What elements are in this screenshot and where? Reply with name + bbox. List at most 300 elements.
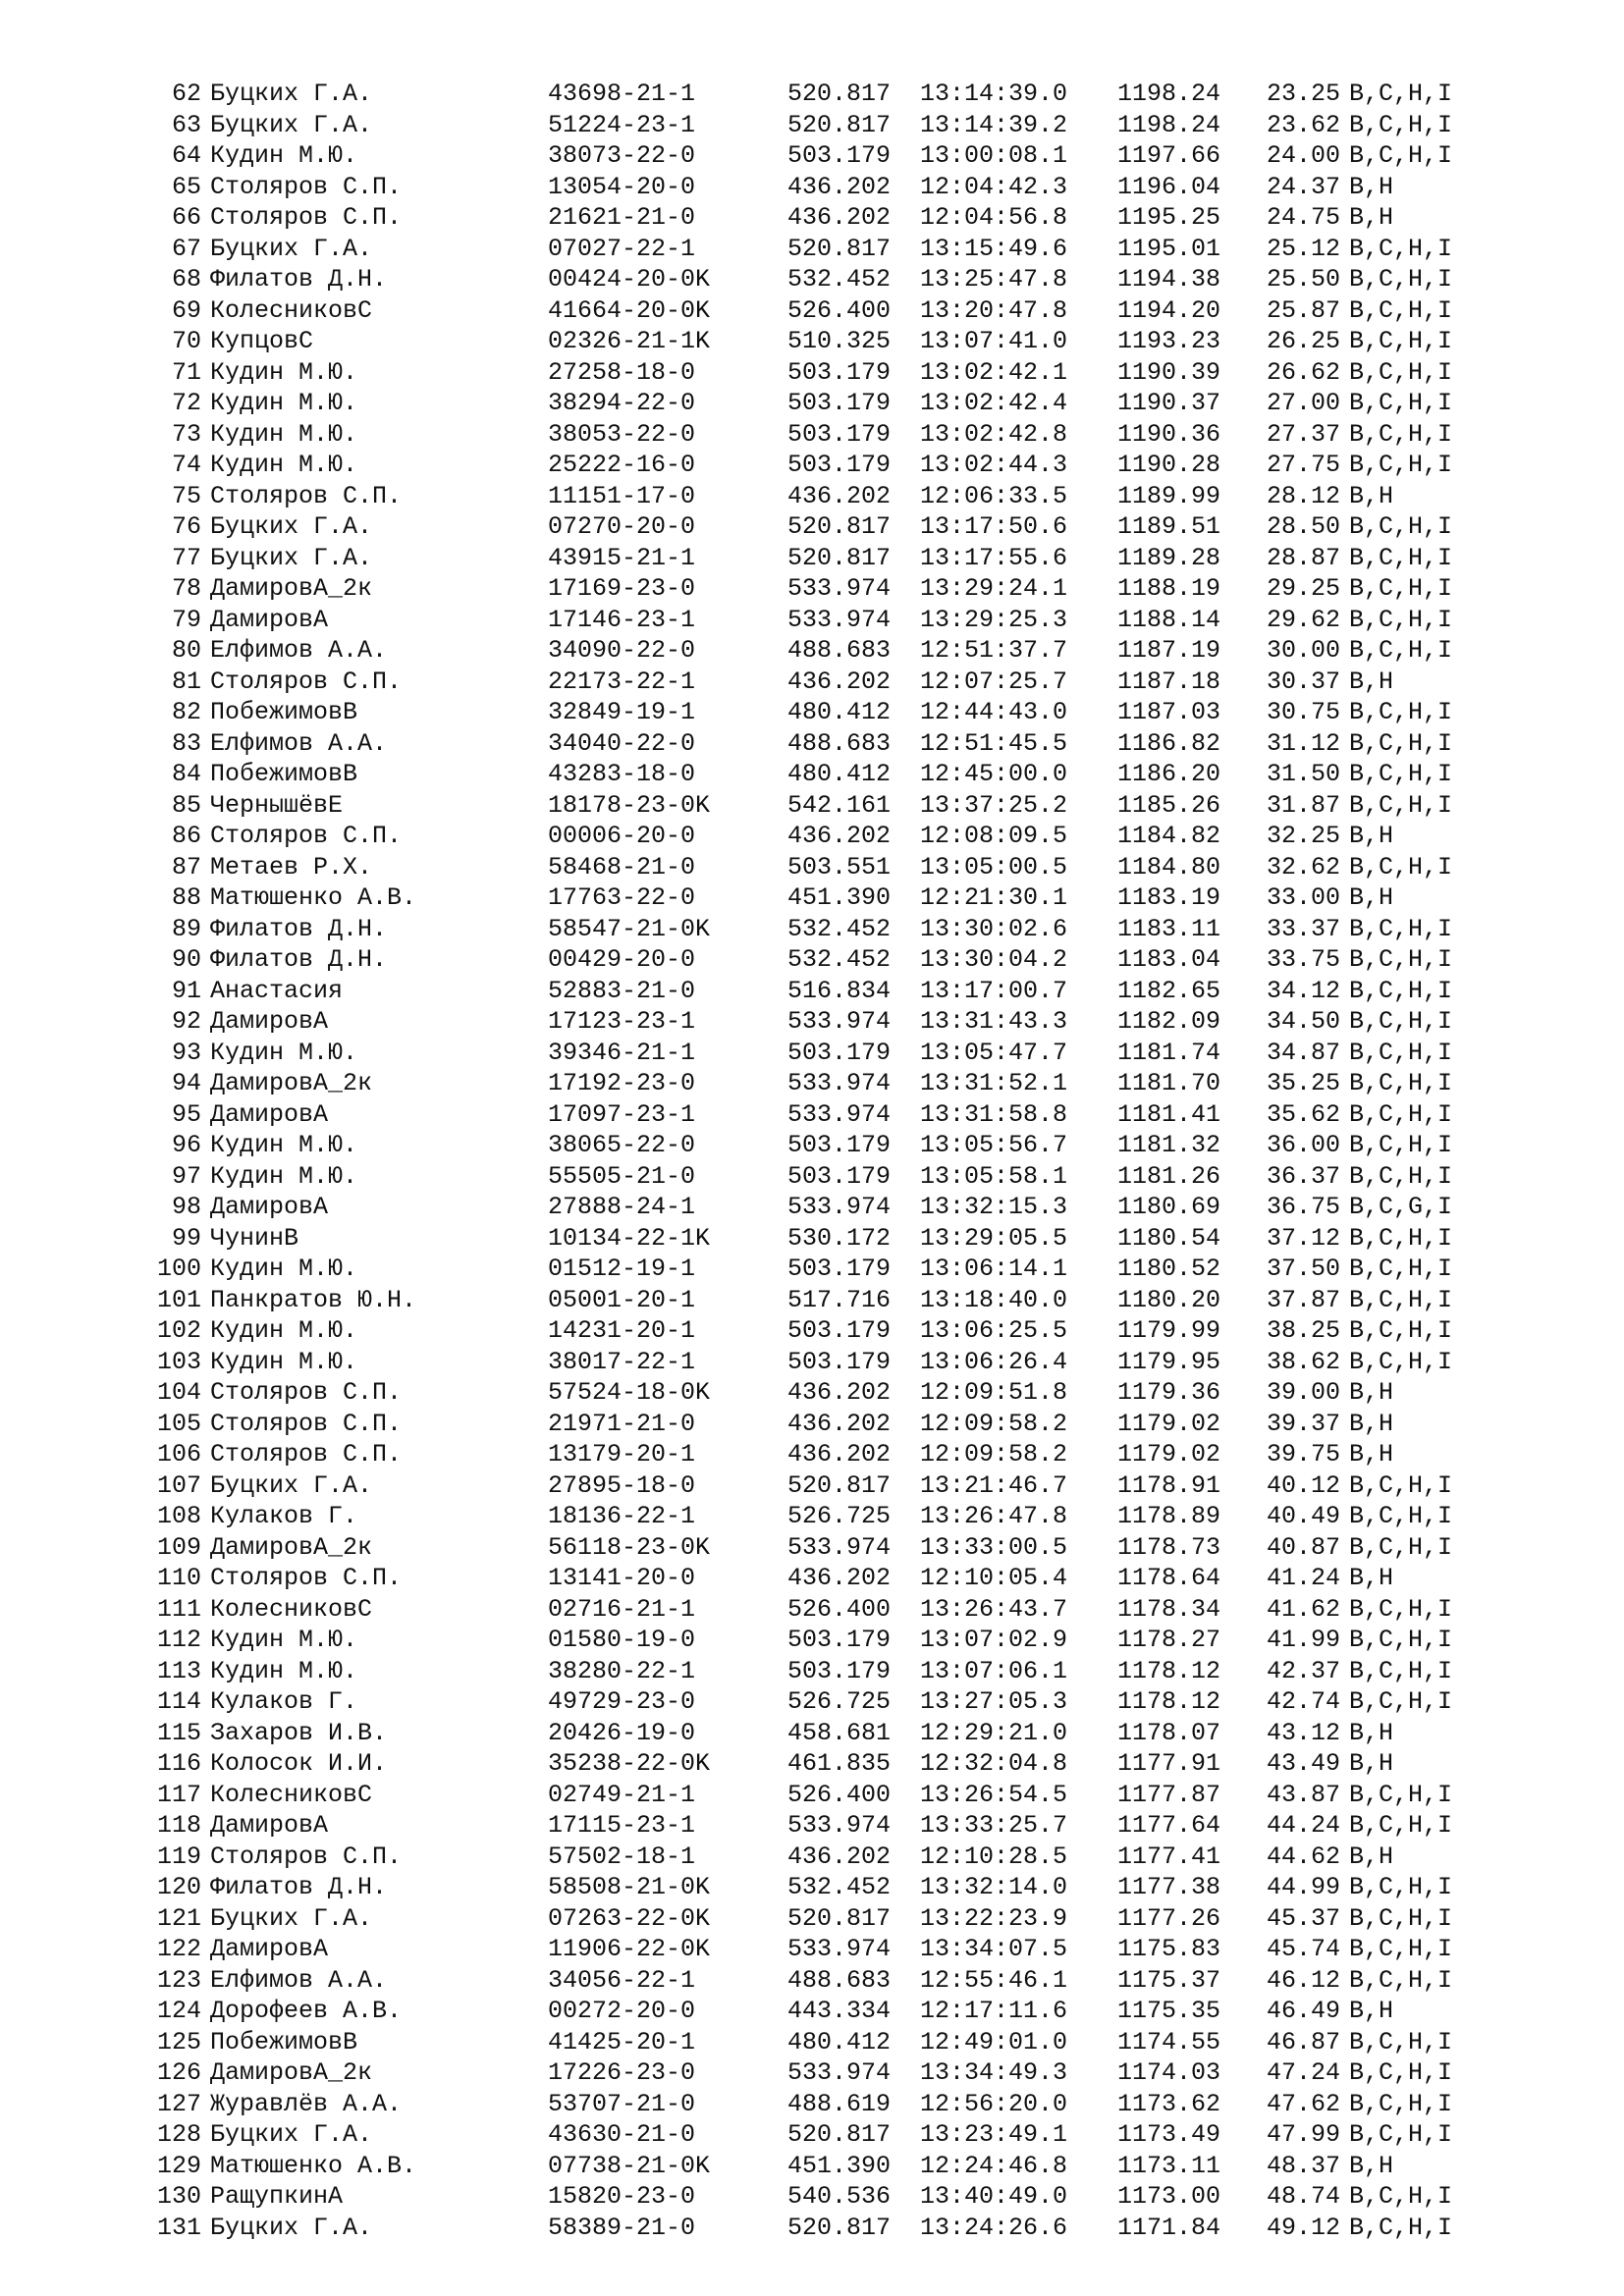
- cell-ring: 20426-19-0: [548, 1718, 696, 1747]
- cell-name: Столяров С.П.: [210, 1440, 403, 1468]
- cell-pts: 40.87: [1267, 1532, 1341, 1562]
- cell-pts: 44.62: [1267, 1842, 1341, 1871]
- table-row: [0, 1842, 1624, 1873]
- cell-dist: 503.179: [787, 1255, 892, 1283]
- cell-dist: 520.817: [787, 2120, 892, 2149]
- cell-ring: 38294-22-0: [548, 389, 696, 417]
- cell-dist: 461.835: [787, 1749, 892, 1778]
- cell-ring: 01580-19-0: [548, 1626, 696, 1654]
- cell-name: Буцких Г.А.: [210, 2120, 373, 2149]
- cell-pts: 46.87: [1267, 2027, 1341, 2056]
- cell-name: Филатов Д.Н.: [210, 265, 388, 294]
- cell-rank: 71: [171, 357, 201, 387]
- cell-flags: B,C,H,I: [1349, 1502, 1453, 1530]
- cell-speed: 1181.70: [1117, 1069, 1221, 1097]
- cell-dist: 526.400: [787, 1594, 892, 1624]
- cell-pts: 23.62: [1267, 110, 1341, 139]
- cell-rank: 130: [156, 2182, 201, 2211]
- cell-time: 12:10:28.5: [920, 1842, 1068, 1871]
- cell-speed: 1186.82: [1117, 728, 1221, 758]
- cell-name: Журавлёв А.А.: [210, 2089, 403, 2118]
- cell-speed: 1173.00: [1117, 2182, 1221, 2211]
- table-row: [0, 1996, 1624, 2027]
- cell-dist: 532.452: [787, 265, 892, 294]
- cell-rank: 84: [171, 760, 201, 788]
- cell-dist: 526.400: [787, 295, 892, 325]
- table-row: [0, 2151, 1624, 2182]
- cell-dist: 533.974: [787, 605, 892, 634]
- cell-speed: 1178.12: [1117, 1687, 1221, 1716]
- cell-flags: B,C,H,I: [1349, 1780, 1453, 1809]
- cell-dist: 458.681: [787, 1718, 892, 1747]
- table-row: [0, 728, 1624, 760]
- cell-time: 13:37:25.2: [920, 790, 1068, 820]
- cell-ring: 38017-22-1: [548, 1347, 696, 1376]
- cell-rank: 96: [171, 1131, 201, 1159]
- cell-name: Кудин М.Ю.: [210, 1131, 358, 1159]
- cell-time: 13:18:40.0: [920, 1285, 1068, 1314]
- cell-time: 13:31:43.3: [920, 1007, 1068, 1036]
- cell-flags: B,H: [1349, 1842, 1394, 1871]
- cell-speed: 1179.99: [1117, 1316, 1221, 1345]
- cell-ring: 00429-20-0: [548, 945, 696, 974]
- table-row: [0, 295, 1624, 327]
- cell-pts: 34.50: [1267, 1007, 1341, 1036]
- cell-time: 13:33:25.7: [920, 1811, 1068, 1840]
- cell-rank: 121: [156, 1903, 201, 1933]
- table-row: [0, 605, 1624, 636]
- cell-time: 12:29:21.0: [920, 1718, 1068, 1747]
- cell-ring: 43283-18-0: [548, 760, 696, 788]
- cell-speed: 1181.41: [1117, 1099, 1221, 1129]
- cell-flags: B,C,H,I: [1349, 2058, 1453, 2087]
- cell-speed: 1179.95: [1117, 1347, 1221, 1376]
- table-row: [0, 1347, 1624, 1378]
- cell-flags: B,C,H,I: [1349, 728, 1453, 758]
- cell-flags: B,C,H,I: [1349, 1873, 1453, 1901]
- cell-flags: B,C,H,I: [1349, 265, 1453, 294]
- cell-dist: 520.817: [787, 2213, 892, 2242]
- cell-dist: 503.179: [787, 1038, 892, 1067]
- cell-rank: 75: [171, 481, 201, 510]
- cell-dist: 436.202: [787, 481, 892, 510]
- cell-rank: 83: [171, 728, 201, 758]
- cell-speed: 1183.19: [1117, 883, 1221, 912]
- cell-pts: 34.12: [1267, 976, 1341, 1005]
- cell-rank: 117: [156, 1780, 201, 1809]
- cell-pts: 45.37: [1267, 1903, 1341, 1933]
- cell-flags: B,C,H,I: [1349, 636, 1453, 665]
- cell-time: 12:21:30.1: [920, 883, 1068, 912]
- cell-flags: B,C,H,I: [1349, 327, 1453, 355]
- cell-speed: 1173.62: [1117, 2089, 1221, 2118]
- cell-flags: B,C,H,I: [1349, 1223, 1453, 1253]
- cell-rank: 120: [156, 1873, 201, 1901]
- table-row: [0, 511, 1624, 543]
- cell-pts: 30.00: [1267, 636, 1341, 665]
- cell-rank: 85: [171, 790, 201, 820]
- cell-flags: B,H: [1349, 1718, 1394, 1747]
- cell-time: 12:09:58.2: [920, 1409, 1068, 1438]
- table-row: [0, 697, 1624, 728]
- cell-ring: 57524-18-0K: [548, 1378, 711, 1407]
- cell-rank: 66: [171, 203, 201, 232]
- cell-pts: 28.50: [1267, 512, 1341, 541]
- cell-dist: 503.179: [787, 141, 892, 170]
- cell-ring: 25222-16-0: [548, 451, 696, 479]
- cell-ring: 41425-20-1: [548, 2027, 696, 2056]
- cell-name: Столяров С.П.: [210, 1409, 403, 1438]
- table-row: [0, 2089, 1624, 2120]
- table-row: [0, 1532, 1624, 1564]
- cell-name: ДамировА_2к: [210, 1069, 373, 1097]
- table-row: [0, 1965, 1624, 1997]
- cell-time: 13:06:14.1: [920, 1255, 1068, 1283]
- cell-name: Метаев Р.Х.: [210, 852, 373, 881]
- cell-name: Кулаков Г.: [210, 1687, 358, 1716]
- cell-speed: 1178.27: [1117, 1626, 1221, 1654]
- cell-dist: 533.974: [787, 1935, 892, 1963]
- cell-ring: 49729-23-0: [548, 1687, 696, 1716]
- cell-ring: 13054-20-0: [548, 172, 696, 201]
- cell-pts: 37.87: [1267, 1285, 1341, 1314]
- cell-rank: 104: [156, 1378, 201, 1407]
- cell-dist: 530.172: [787, 1223, 892, 1253]
- cell-time: 13:29:24.1: [920, 574, 1068, 603]
- table-row: [0, 759, 1624, 790]
- cell-pts: 25.50: [1267, 265, 1341, 294]
- cell-speed: 1194.38: [1117, 265, 1221, 294]
- cell-name: Столяров С.П.: [210, 1564, 403, 1592]
- cell-name: Дорофеев А.В.: [210, 1997, 403, 2025]
- table-row: [0, 976, 1624, 1007]
- cell-rank: 97: [171, 1161, 201, 1191]
- cell-pts: 37.12: [1267, 1223, 1341, 1253]
- cell-speed: 1179.02: [1117, 1440, 1221, 1468]
- cell-pts: 47.24: [1267, 2058, 1341, 2087]
- cell-dist: 532.452: [787, 945, 892, 974]
- table-row: [0, 2027, 1624, 2058]
- table-row: [0, 2213, 1624, 2244]
- cell-speed: 1178.12: [1117, 1656, 1221, 1685]
- cell-dist: 480.412: [787, 760, 892, 788]
- cell-speed: 1183.11: [1117, 914, 1221, 943]
- cell-pts: 47.62: [1267, 2089, 1341, 2118]
- cell-dist: 517.716: [787, 1285, 892, 1314]
- cell-dist: 533.974: [787, 1193, 892, 1221]
- cell-speed: 1182.09: [1117, 1007, 1221, 1036]
- cell-speed: 1181.26: [1117, 1161, 1221, 1191]
- cell-time: 13:06:25.5: [920, 1316, 1068, 1345]
- cell-speed: 1178.07: [1117, 1718, 1221, 1747]
- cell-speed: 1180.20: [1117, 1285, 1221, 1314]
- cell-pts: 43.87: [1267, 1780, 1341, 1809]
- cell-speed: 1187.18: [1117, 667, 1221, 696]
- cell-flags: B,H: [1349, 172, 1394, 201]
- cell-rank: 103: [156, 1347, 201, 1376]
- cell-flags: B,C,H,I: [1349, 1161, 1453, 1191]
- cell-time: 13:32:14.0: [920, 1873, 1068, 1901]
- cell-pts: 30.37: [1267, 667, 1341, 696]
- cell-ring: 55505-21-0: [548, 1161, 696, 1191]
- table-row: [0, 1099, 1624, 1131]
- cell-pts: 46.12: [1267, 1965, 1341, 1995]
- cell-flags: B,C,H,I: [1349, 1470, 1453, 1500]
- cell-flags: B,C,H,I: [1349, 976, 1453, 1005]
- cell-rank: 125: [156, 2027, 201, 2056]
- cell-flags: B,C,H,I: [1349, 1255, 1453, 1283]
- cell-rank: 112: [156, 1626, 201, 1654]
- cell-name: Елфимов А.А.: [210, 636, 388, 665]
- cell-rank: 102: [156, 1316, 201, 1345]
- cell-pts: 43.12: [1267, 1718, 1341, 1747]
- cell-time: 12:24:46.8: [920, 2151, 1068, 2180]
- table-row: [0, 450, 1624, 481]
- cell-rank: 119: [156, 1842, 201, 1871]
- cell-flags: B,H: [1349, 2151, 1394, 2180]
- cell-time: 13:02:42.1: [920, 357, 1068, 387]
- cell-pts: 35.62: [1267, 1099, 1341, 1129]
- cell-ring: 39346-21-1: [548, 1038, 696, 1067]
- table-row: [0, 1192, 1624, 1223]
- cell-name: Кудин М.Ю.: [210, 451, 358, 479]
- cell-dist: 451.390: [787, 883, 892, 912]
- cell-ring: 34090-22-0: [548, 636, 696, 665]
- cell-ring: 17146-23-1: [548, 605, 696, 634]
- cell-flags: B,C,H,I: [1349, 295, 1453, 325]
- cell-pts: 33.37: [1267, 914, 1341, 943]
- cell-flags: B,C,H,I: [1349, 1131, 1453, 1159]
- cell-name: КолесниковС: [210, 1594, 373, 1624]
- cell-pts: 31.50: [1267, 760, 1341, 788]
- cell-speed: 1183.04: [1117, 945, 1221, 974]
- cell-flags: B,C,H,I: [1349, 1099, 1453, 1129]
- cell-ring: 27895-18-0: [548, 1470, 696, 1500]
- cell-rank: 63: [171, 110, 201, 139]
- cell-ring: 38073-22-0: [548, 141, 696, 170]
- cell-time: 12:17:11.6: [920, 1997, 1068, 2025]
- cell-rank: 87: [171, 852, 201, 881]
- cell-time: 13:07:06.1: [920, 1656, 1068, 1685]
- cell-pts: 32.62: [1267, 852, 1341, 881]
- cell-rank: 81: [171, 667, 201, 696]
- cell-name: ПобежимовВ: [210, 2027, 358, 2056]
- cell-pts: 24.00: [1267, 141, 1341, 170]
- cell-dist: 436.202: [787, 203, 892, 232]
- table-row: [0, 388, 1624, 419]
- cell-rank: 115: [156, 1718, 201, 1747]
- cell-ring: 22173-22-1: [548, 667, 696, 696]
- cell-rank: 107: [156, 1470, 201, 1500]
- cell-dist: 533.974: [787, 1532, 892, 1562]
- cell-ring: 52883-21-0: [548, 976, 696, 1005]
- cell-time: 13:02:42.4: [920, 389, 1068, 417]
- cell-ring: 07270-20-0: [548, 512, 696, 541]
- cell-pts: 23.25: [1267, 80, 1341, 108]
- cell-rank: 78: [171, 574, 201, 603]
- cell-rank: 110: [156, 1564, 201, 1592]
- cell-time: 13:02:44.3: [920, 451, 1068, 479]
- table-row: [0, 1315, 1624, 1347]
- cell-time: 12:44:43.0: [920, 698, 1068, 726]
- cell-rank: 101: [156, 1285, 201, 1314]
- cell-name: КупцовС: [210, 327, 314, 355]
- cell-speed: 1178.91: [1117, 1470, 1221, 1500]
- cell-flags: B,C,H,I: [1349, 234, 1453, 263]
- cell-name: ДамировА_2к: [210, 2058, 373, 2087]
- table-row: [0, 419, 1624, 451]
- cell-name: Анастасия: [210, 976, 344, 1005]
- cell-speed: 1177.41: [1117, 1842, 1221, 1871]
- cell-name: Буцких Г.А.: [210, 234, 373, 263]
- cell-time: 13:30:02.6: [920, 914, 1068, 943]
- cell-time: 12:06:33.5: [920, 481, 1068, 510]
- cell-name: ЧунинВ: [210, 1223, 299, 1253]
- cell-ring: 11906-22-0K: [548, 1935, 711, 1963]
- cell-rank: 67: [171, 234, 201, 263]
- cell-pts: 28.87: [1267, 543, 1341, 572]
- table-row: [0, 1934, 1624, 1965]
- cell-rank: 100: [156, 1255, 201, 1283]
- cell-name: ДамировА: [210, 605, 329, 634]
- cell-name: Кудин М.Ю.: [210, 1038, 358, 1067]
- cell-time: 12:49:01.0: [920, 2027, 1068, 2056]
- table-row: [0, 1748, 1624, 1780]
- cell-dist: 488.619: [787, 2089, 892, 2118]
- cell-time: 13:00:08.1: [920, 141, 1068, 170]
- cell-name: Столяров С.П.: [210, 1842, 403, 1871]
- cell-ring: 18178-23-0K: [548, 790, 711, 820]
- cell-time: 13:20:47.8: [920, 295, 1068, 325]
- cell-pts: 40.49: [1267, 1502, 1341, 1530]
- cell-dist: 436.202: [787, 1564, 892, 1592]
- cell-speed: 1189.99: [1117, 481, 1221, 510]
- cell-ring: 11151-17-0: [548, 481, 696, 510]
- cell-pts: 40.12: [1267, 1470, 1341, 1500]
- cell-speed: 1177.87: [1117, 1780, 1221, 1809]
- cell-ring: 02716-21-1: [548, 1594, 696, 1624]
- cell-dist: 503.179: [787, 1626, 892, 1654]
- cell-dist: 533.974: [787, 1069, 892, 1097]
- table-row: [0, 944, 1624, 976]
- cell-time: 13:24:26.6: [920, 2213, 1068, 2242]
- cell-rank: 131: [156, 2213, 201, 2242]
- cell-pts: 47.99: [1267, 2120, 1341, 2149]
- cell-dist: 533.974: [787, 1811, 892, 1840]
- table-row: [0, 914, 1624, 945]
- cell-flags: B,C,H,I: [1349, 80, 1453, 108]
- table-row: [0, 1377, 1624, 1409]
- cell-ring: 17763-22-0: [548, 883, 696, 912]
- cell-pts: 41.99: [1267, 1626, 1341, 1654]
- cell-time: 13:17:50.6: [920, 512, 1068, 541]
- cell-flags: B,C,G,I: [1349, 1193, 1453, 1221]
- cell-speed: 1181.74: [1117, 1038, 1221, 1067]
- cell-name: Матюшенко А.В.: [210, 883, 417, 912]
- table-row: [0, 140, 1624, 172]
- cell-flags: B,C,H,I: [1349, 2213, 1453, 2242]
- cell-speed: 1174.03: [1117, 2058, 1221, 2087]
- cell-ring: 13179-20-1: [548, 1440, 696, 1468]
- table-row: [0, 1130, 1624, 1161]
- cell-flags: B,H: [1349, 1749, 1394, 1778]
- cell-flags: B,C,H,I: [1349, 419, 1453, 449]
- cell-time: 12:08:09.5: [920, 822, 1068, 850]
- cell-speed: 1179.36: [1117, 1378, 1221, 1407]
- cell-dist: 503.179: [787, 419, 892, 449]
- cell-flags: B,C,H,I: [1349, 451, 1453, 479]
- cell-dist: 533.974: [787, 574, 892, 603]
- cell-dist: 520.817: [787, 512, 892, 541]
- cell-ring: 27888-24-1: [548, 1193, 696, 1221]
- cell-pts: 25.12: [1267, 234, 1341, 263]
- cell-ring: 58508-21-0K: [548, 1873, 711, 1901]
- cell-time: 13:22:23.9: [920, 1903, 1068, 1933]
- cell-ring: 21971-21-0: [548, 1409, 696, 1438]
- cell-name: ДамировА: [210, 1935, 329, 1963]
- cell-pts: 45.74: [1267, 1935, 1341, 1963]
- cell-name: Буцких Г.А.: [210, 2213, 373, 2242]
- table-row: [0, 882, 1624, 914]
- cell-dist: 503.179: [787, 389, 892, 417]
- cell-dist: 526.400: [787, 1780, 892, 1809]
- cell-pts: 44.24: [1267, 1811, 1341, 1840]
- cell-flags: B,C,H,I: [1349, 1285, 1453, 1314]
- cell-dist: 520.817: [787, 1470, 892, 1500]
- cell-dist: 503.179: [787, 1656, 892, 1685]
- cell-flags: B,C,H,I: [1349, 852, 1453, 881]
- cell-speed: 1177.26: [1117, 1903, 1221, 1933]
- cell-dist: 520.817: [787, 234, 892, 263]
- cell-flags: B,C,H,I: [1349, 512, 1453, 541]
- cell-pts: 38.25: [1267, 1316, 1341, 1345]
- cell-ring: 00424-20-0K: [548, 265, 711, 294]
- cell-time: 12:07:25.7: [920, 667, 1068, 696]
- cell-rank: 70: [171, 327, 201, 355]
- cell-pts: 37.50: [1267, 1255, 1341, 1283]
- cell-dist: 542.161: [787, 790, 892, 820]
- cell-pts: 32.25: [1267, 822, 1341, 850]
- cell-rank: 126: [156, 2058, 201, 2087]
- cell-time: 13:05:47.7: [920, 1038, 1068, 1067]
- cell-flags: B,H: [1349, 1378, 1394, 1407]
- cell-rank: 72: [171, 389, 201, 417]
- cell-name: Столяров С.П.: [210, 172, 403, 201]
- cell-time: 13:32:15.3: [920, 1193, 1068, 1221]
- cell-ring: 56118-23-0K: [548, 1532, 711, 1562]
- cell-speed: 1184.82: [1117, 822, 1221, 850]
- cell-ring: 35238-22-0K: [548, 1749, 711, 1778]
- table-row: [0, 1625, 1624, 1656]
- table-row: [0, 326, 1624, 357]
- table-row: [0, 1409, 1624, 1440]
- cell-pts: 24.75: [1267, 203, 1341, 232]
- cell-name: ДамировА: [210, 1099, 329, 1129]
- cell-speed: 1178.73: [1117, 1532, 1221, 1562]
- cell-speed: 1195.01: [1117, 234, 1221, 263]
- cell-flags: B,C,H,I: [1349, 2182, 1453, 2211]
- table-row: [0, 667, 1624, 698]
- cell-name: ДамировА: [210, 1811, 329, 1840]
- cell-name: Панкратов Ю.Н.: [210, 1285, 417, 1314]
- cell-flags: B,C,H,I: [1349, 914, 1453, 943]
- cell-dist: 510.325: [787, 327, 892, 355]
- cell-ring: 38053-22-0: [548, 419, 696, 449]
- cell-flags: B,C,H,I: [1349, 1316, 1453, 1345]
- cell-name: Кудин М.Ю.: [210, 1255, 358, 1283]
- cell-time: 13:23:49.1: [920, 2120, 1068, 2149]
- cell-pts: 25.87: [1267, 295, 1341, 325]
